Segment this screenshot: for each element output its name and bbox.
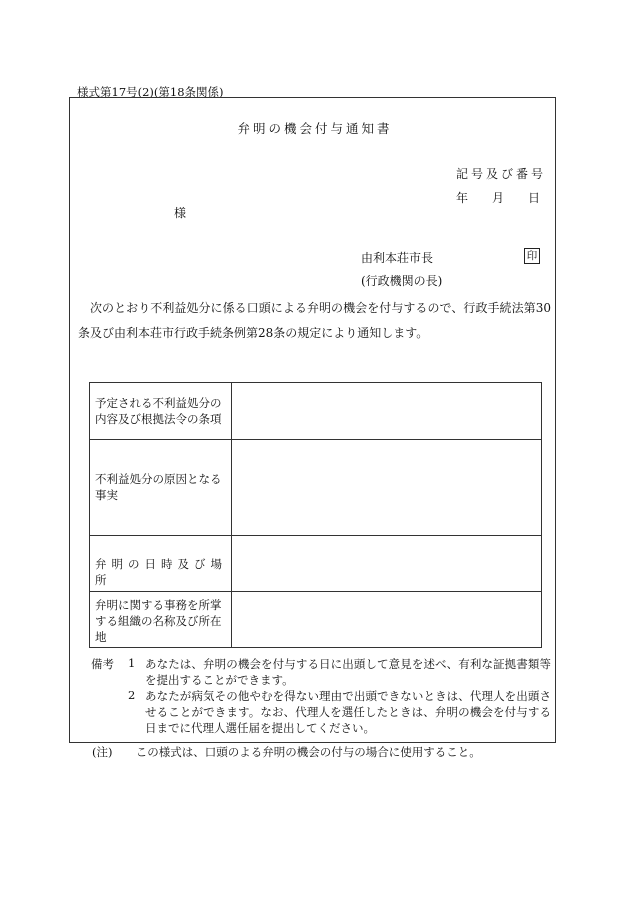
- row-label-office-in-charge: 弁明に関する事務を所掌する組織の名称及び所在地: [95, 598, 222, 644]
- form-number: 様式第17号(2)(第18条関係): [77, 85, 224, 99]
- notice-body: 次のとおり不利益処分に係る口頭による弁明の機会を付与するので、行政手続法第30条及び由利本荘市行政手続条例第28条の規定により通知します。: [78, 301, 551, 340]
- row-label-hearing-datetime-place: 弁明の日時及び場所: [95, 557, 227, 587]
- date-day-label: 日: [527, 191, 540, 205]
- date-year-label: 年: [456, 191, 469, 205]
- footnote-label: (注): [92, 745, 113, 759]
- row-label-planned-disposition: 予定される不利益処分の内容及び根拠法令の条項: [95, 396, 222, 426]
- date-fields: [456, 189, 540, 206]
- table-row-divider: [89, 535, 542, 536]
- note-text: あなたが病気その他やむを得ない理由で出頭できないときは、代理人を出頭させることができます。なお、代理人を選任したときは、弁明の機会を付与する日までに代理人選任届を提出してください。: [145, 689, 551, 735]
- footnote: [92, 744, 481, 760]
- addressee-suffix: 様: [174, 206, 187, 220]
- table-row-divider: [89, 439, 542, 440]
- issuer-name: 由利本荘市長: [361, 251, 434, 265]
- record-number-label: 記号及び番号: [456, 167, 547, 181]
- note-number: 1: [128, 656, 136, 670]
- table-column-divider: [231, 382, 232, 648]
- seal-mark: 印: [524, 248, 540, 264]
- note-text: あなたは、弁明の機会を付与する日に出頭して意見を述べ、有利な証拠書類等を提出することができます。: [145, 657, 551, 687]
- note-number: 2: [128, 688, 136, 702]
- date-month-label: 月: [491, 191, 504, 205]
- issuer-agency: (行政機関の長): [361, 274, 443, 288]
- row-label-cause-facts: 不利益処分の原因となる事実: [95, 472, 222, 502]
- document-title: 弁明の機会付与通知書: [237, 121, 393, 136]
- table-row-divider: [89, 591, 542, 592]
- footnote-text: この様式は、口頭のよる弁明の機会の付与の場合に使用すること。: [135, 745, 481, 759]
- notes-heading: 備考: [91, 657, 114, 671]
